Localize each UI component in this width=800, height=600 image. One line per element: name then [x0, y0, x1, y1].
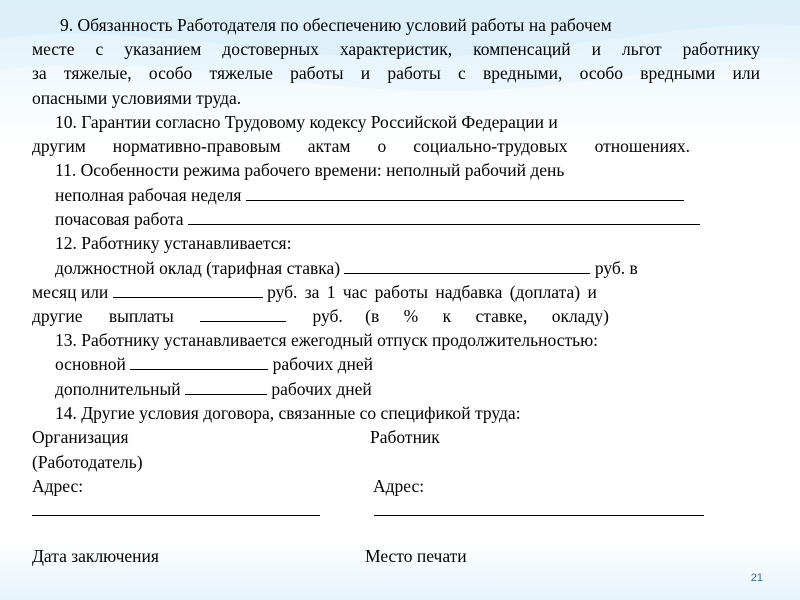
part-time-week-blank	[246, 184, 684, 201]
part-time-week-row	[55, 184, 684, 206]
part-time-week-label: неполная рабочая неделя	[55, 185, 242, 205]
conclusion-date-label: Дата заключения	[32, 546, 159, 566]
seal-place-label: Место печати	[365, 546, 467, 566]
address-left-blank	[32, 499, 320, 516]
item-12-line-1: 12. Работнику устанавливается:	[55, 233, 292, 253]
monthly-row	[32, 281, 597, 303]
item-10-line-1: 10. Гарантии согласно Трудовому кодексу Российской Федерации и	[55, 112, 558, 132]
salary-label: должностной оклад (тарифная ставка)	[55, 258, 341, 278]
item-11-line-1: 11. Особенности режима рабочего времени: неполный рабочий день	[55, 160, 565, 180]
basic-working-days: рабочих дней	[272, 354, 373, 374]
item-9-line-4: опасными условиями труда.	[32, 88, 242, 108]
salary-blank	[344, 257, 590, 274]
address-left-label: Адрес:	[32, 476, 84, 496]
additional-leave-label: дополнительный	[55, 379, 181, 399]
salary-row	[55, 257, 638, 279]
additional-leave-blank	[185, 378, 267, 395]
other-payments-blank	[200, 305, 286, 322]
item-9-line-3: за тяжелые, особо тяжелые работы и работы с вредными, особо вредными или	[32, 63, 760, 83]
additional-working-days: рабочих дней	[271, 379, 372, 399]
other-payments-label: другие выплаты	[32, 306, 174, 326]
item-14-line-1: 14. Другие условия договора, связанные со спецификой труда:	[55, 403, 521, 423]
item-9-line-2: месте с указанием достоверных характеристик, компенсаций и льгот работнику	[32, 39, 760, 59]
address-right-label: Адрес:	[373, 476, 425, 496]
hourly-work-blank	[188, 208, 700, 225]
rub-per-label: руб. в	[594, 258, 638, 278]
item-13-line-1: 13. Работнику устанавливается ежегодный отпуск продолжительностью:	[55, 330, 599, 350]
basic-leave-row	[55, 353, 373, 375]
organization-label: Организация	[32, 427, 129, 447]
item-10-line-2: другим нормативно-правовым актам о социально-трудовых отношениях.	[32, 136, 690, 156]
additional-leave-row	[55, 378, 372, 400]
rub-per-hour-label: руб. за 1 час работы надбавка (доплата) и	[267, 282, 597, 302]
month-or-label: месяц или	[32, 282, 109, 302]
item-9-line-1: 9. Обязанность Работодателя по обеспечению условий работы на рабочем	[60, 15, 612, 35]
employer-label: (Работодатель)	[32, 452, 143, 472]
employee-label: Работник	[370, 427, 440, 447]
basic-leave-label: основной	[55, 354, 126, 374]
page-number: 21	[750, 572, 763, 584]
rub-label: руб.	[312, 306, 343, 326]
address-right-blank	[374, 499, 704, 516]
address-left-line	[32, 499, 320, 521]
month-blank	[113, 281, 263, 298]
hourly-work-row	[55, 208, 700, 230]
other-payments-row	[32, 305, 609, 327]
address-right-line	[374, 499, 704, 521]
hourly-work-label: почасовая работа	[55, 209, 184, 229]
percent-of-rate-label: (в % к ставке, окладу)	[365, 306, 609, 326]
basic-leave-blank	[130, 353, 268, 370]
